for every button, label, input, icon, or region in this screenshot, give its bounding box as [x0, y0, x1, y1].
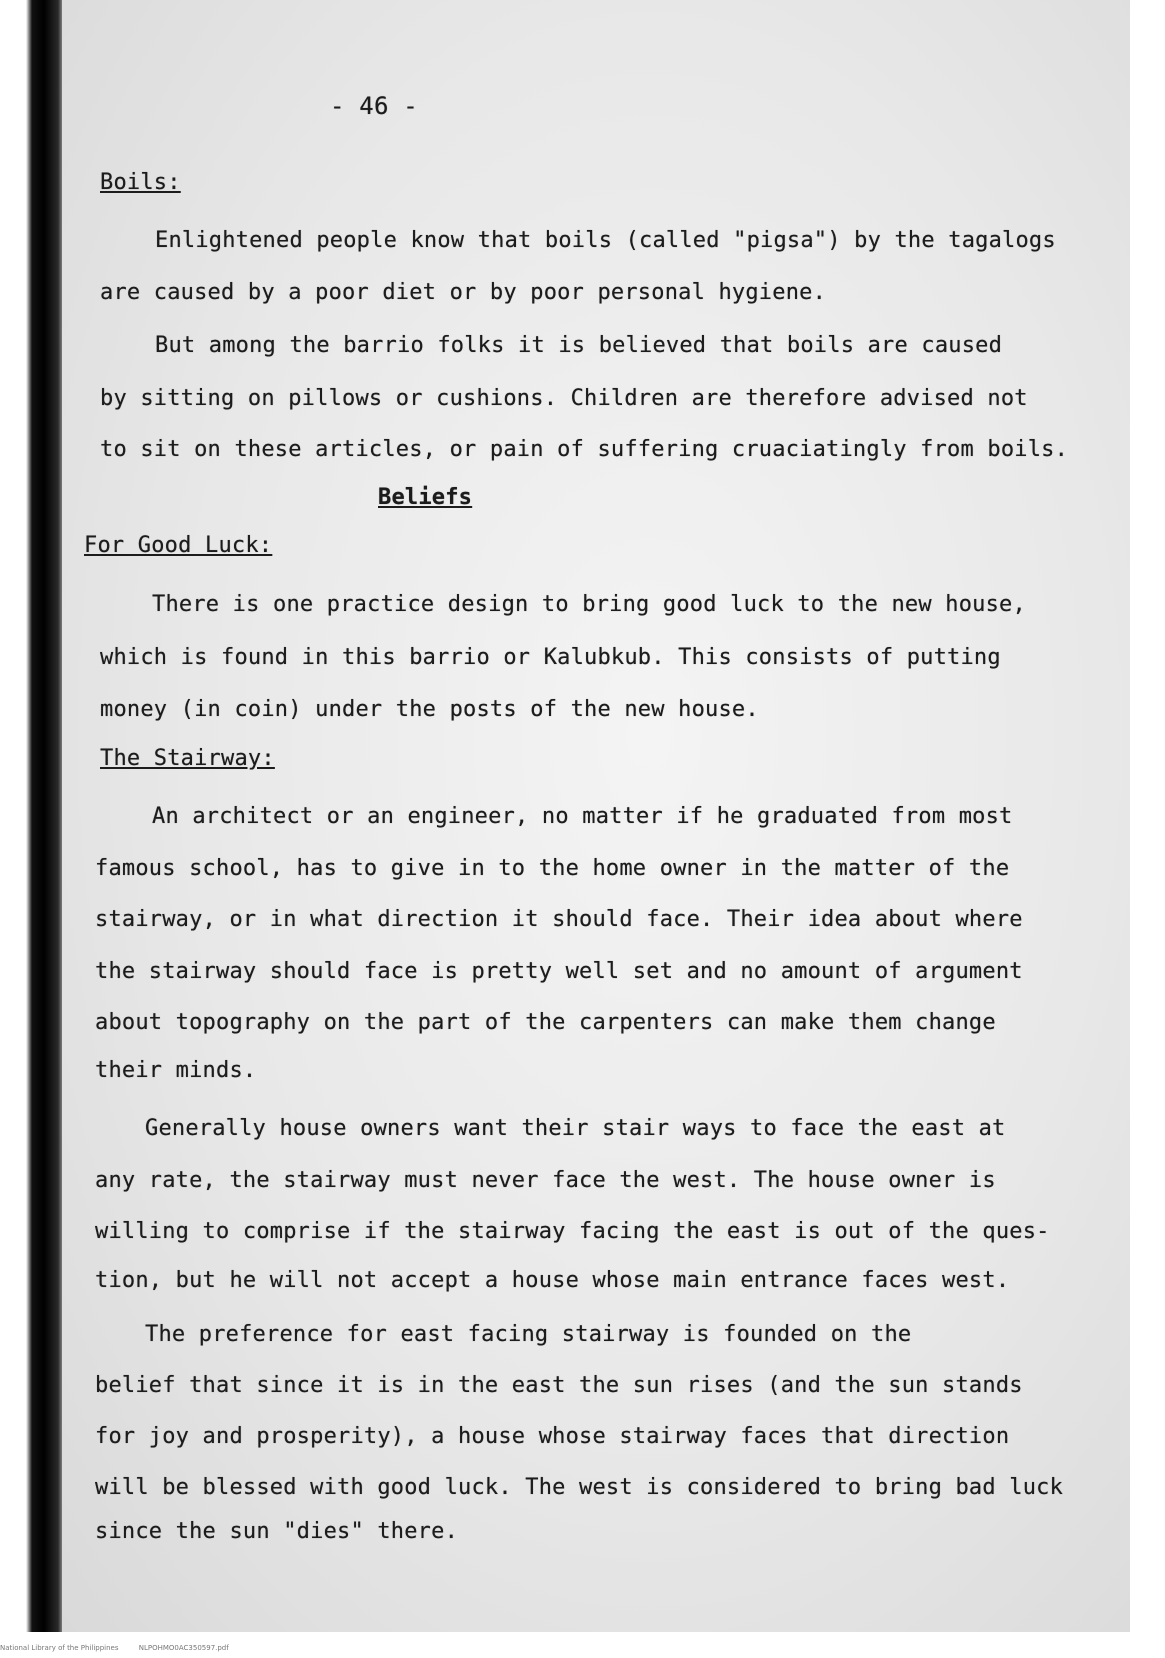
- stairway-line-12: belief that since it is in the east the sun rises (and the sun stands: [95, 1373, 1023, 1398]
- stairway-line-2: famous school, has to give in to the home owner in the matter of the: [95, 856, 1010, 881]
- scan-footer: [0, 1644, 247, 1652]
- heading-boils: Boils:: [100, 170, 181, 195]
- stairway-line-15: since the sun "dies" there.: [95, 1519, 459, 1544]
- beliefs-title: Beliefs: [378, 485, 473, 510]
- binding-shadow: [0, 0, 66, 1632]
- boils-line-3: But among the barrio folks it is believed that boils are caused: [155, 333, 1003, 358]
- stairway-line-5: about topography on the part of the carpenters can make them change: [95, 1010, 996, 1035]
- good-luck-line-1: There is one practice design to bring good luck to the new house,: [152, 592, 1026, 617]
- stairway-line-1: An architect or an engineer, no matter if he graduated from most: [152, 804, 1013, 829]
- stairway-line-3: stairway, or in what direction it should face. Their idea about where: [95, 907, 1023, 932]
- boils-line-4: by sitting on pillows or cushions. Children are therefore advised not: [100, 386, 1028, 411]
- boils-line-5: to sit on these articles, or pain of suffering cruaciatingly from boils.: [100, 437, 1069, 462]
- heading-stairway: The Stairway:: [100, 746, 275, 771]
- page-margin-right: [1130, 0, 1165, 1632]
- stairway-line-9: willing to comprise if the stairway facing the east is out of the ques-: [95, 1219, 1050, 1244]
- stairway-line-4: the stairway should face is pretty well set and no amount of argument: [95, 959, 1023, 984]
- stairway-line-11: The preference for east facing stairway is founded on the: [145, 1322, 912, 1347]
- page-number: - 46 -: [330, 92, 418, 120]
- footer-file: NLPOHMO0AC350597.pdf: [138, 1644, 229, 1652]
- stairway-line-14: will be blessed with good luck. The west is considered to bring bad luck: [95, 1475, 1064, 1500]
- heading-good-luck: For Good Luck:: [84, 533, 273, 558]
- good-luck-line-3: money (in coin) under the posts of the new house.: [100, 697, 759, 722]
- stairway-line-7: Generally house owners want their stair ways to face the east at: [145, 1116, 1006, 1141]
- footer-library: National Library of the Philippines: [0, 1644, 119, 1652]
- boils-line-2: are caused by a poor diet or by poor personal hygiene.: [100, 280, 827, 305]
- stairway-line-10: tion, but he will not accept a house whose main entrance faces west.: [95, 1268, 1010, 1293]
- boils-line-1: Enlightened people know that boils (called "pigsa") by the tagalogs: [155, 228, 1056, 253]
- good-luck-line-2: which is found in this barrio or Kalubkub. This consists of putting: [100, 645, 1001, 670]
- stairway-line-8: any rate, the stairway must never face the west. The house owner is: [95, 1168, 996, 1193]
- stairway-line-13: for joy and prosperity), a house whose stairway faces that direction: [95, 1424, 1010, 1449]
- stairway-line-6: their minds.: [95, 1058, 257, 1083]
